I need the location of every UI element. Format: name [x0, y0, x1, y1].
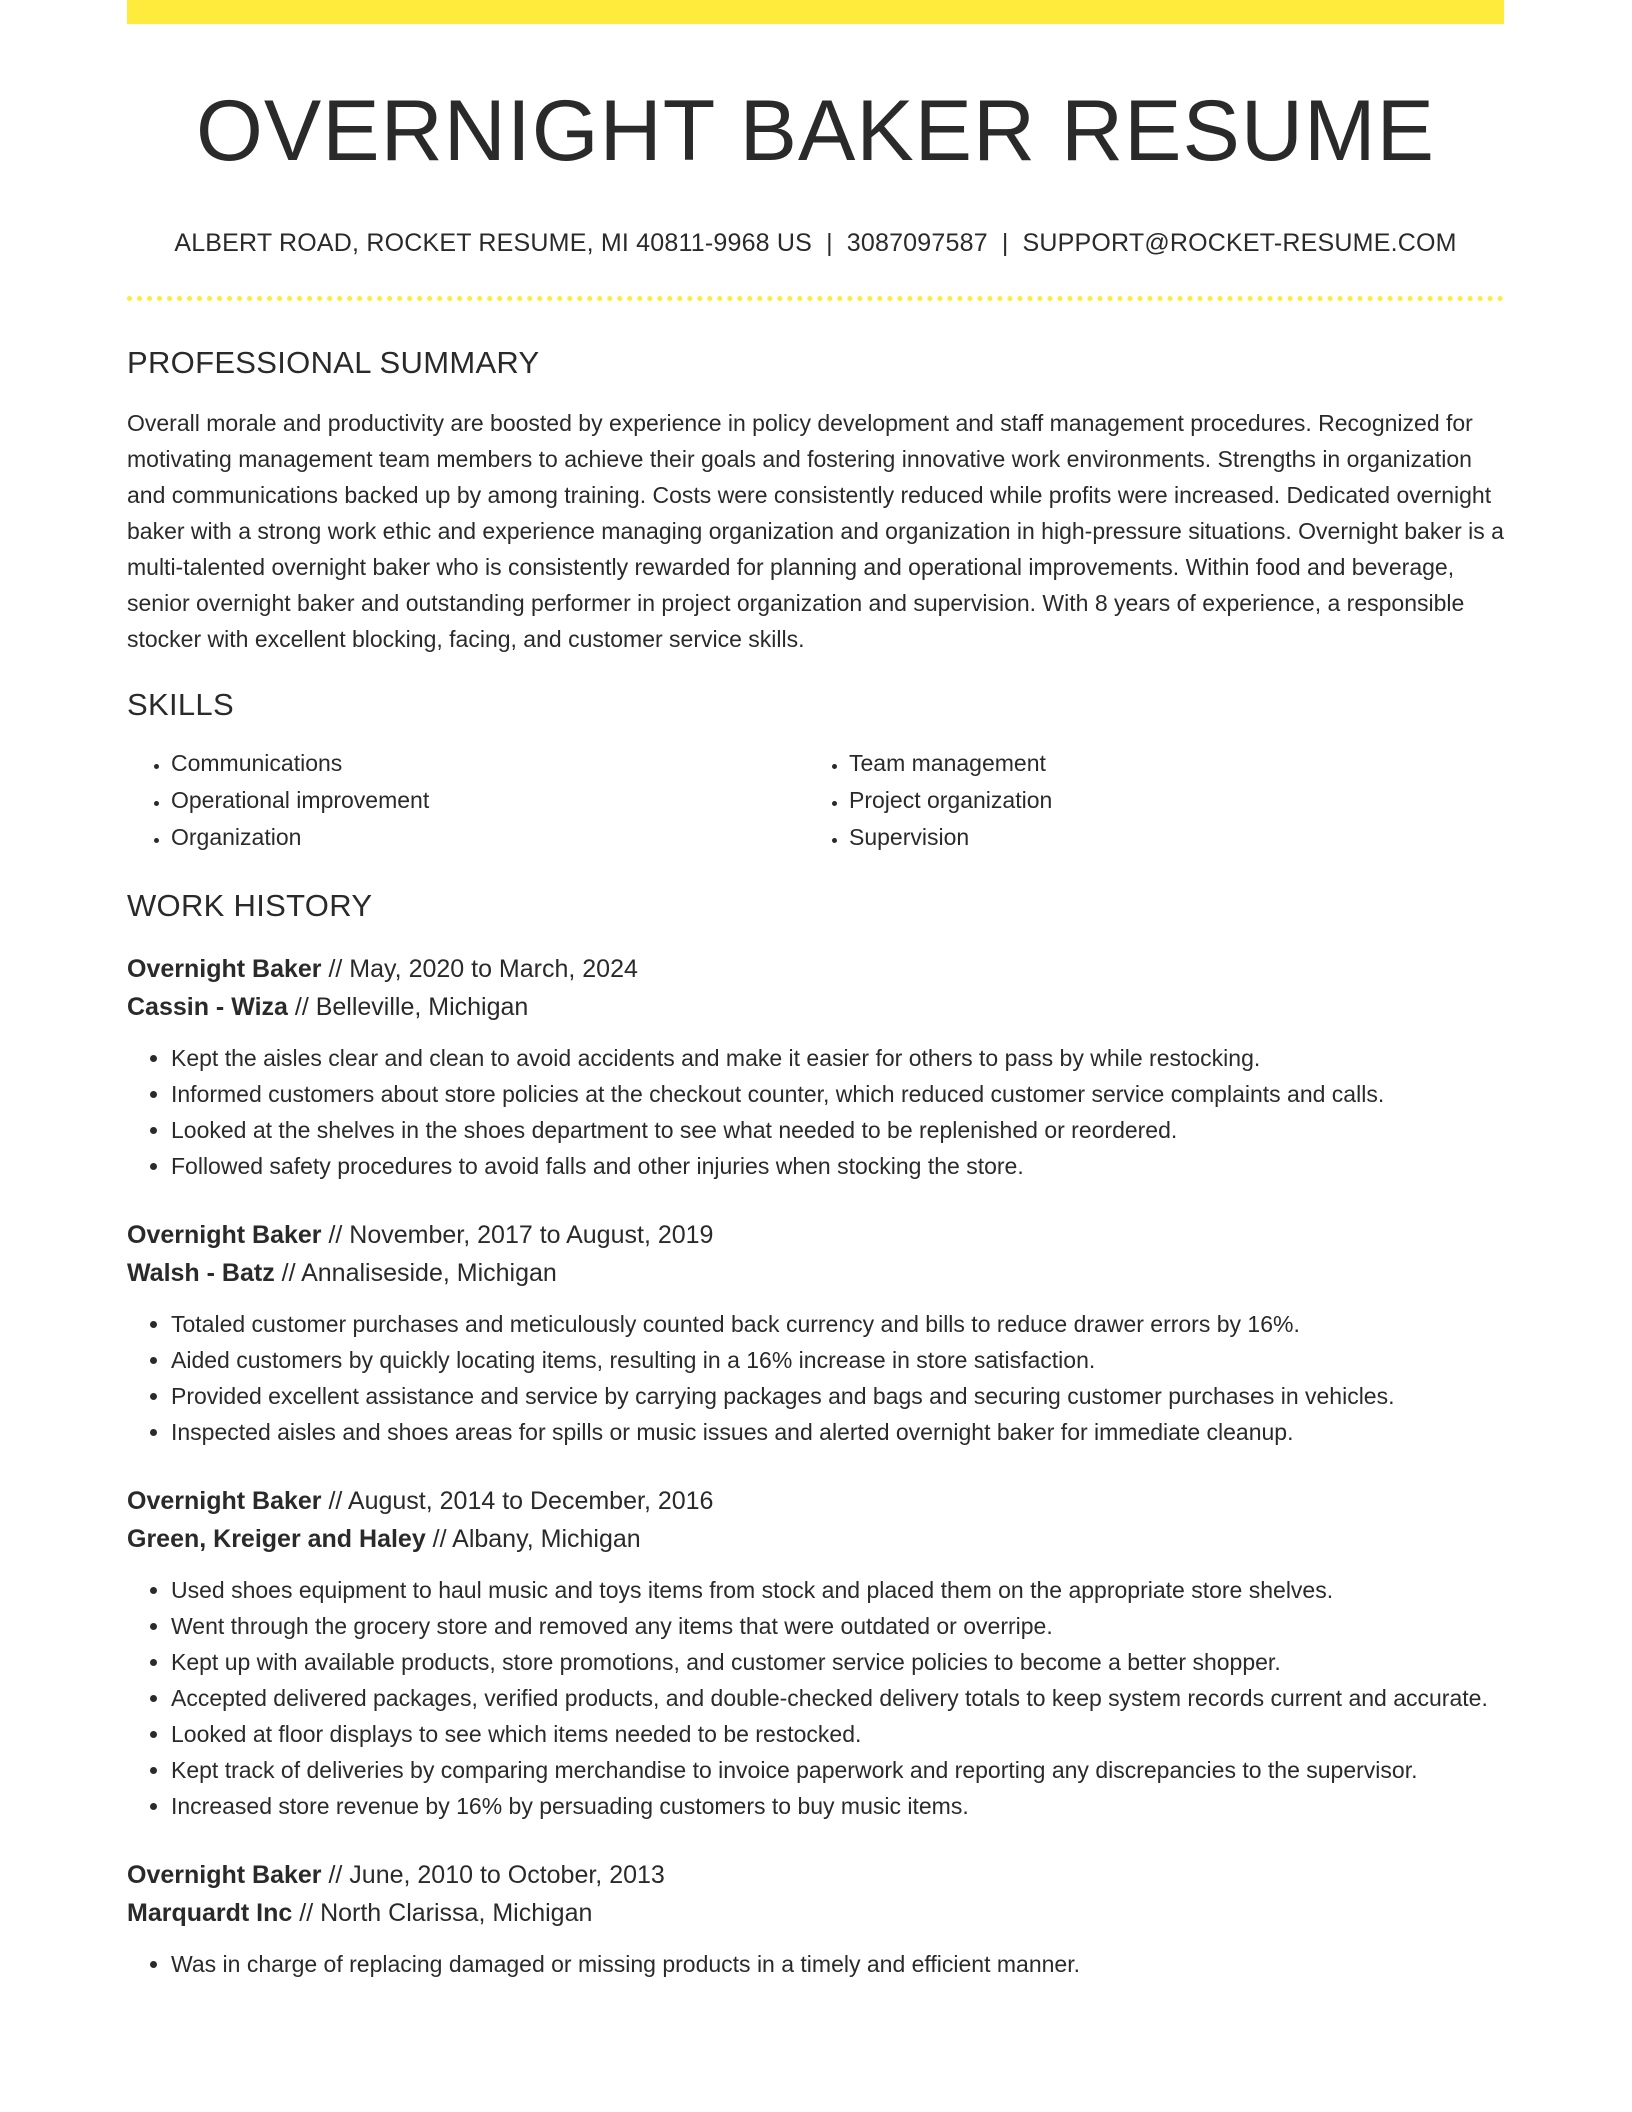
job-bullet: • Looked at floor displays to see which items needed to be restocked.: [171, 1716, 1504, 1752]
skill-item: • Organization: [171, 819, 805, 856]
job-bullet: • Looked at the shelves in the shoes department to see what needed to be replenished or reordered.: [171, 1112, 1504, 1148]
job-bullet: • Increased store revenue by 16% by persuading customers to buy music items.: [171, 1788, 1504, 1824]
summary-text: Overall morale and productivity are boosted by experience in policy development and staff management procedures. Recognized for motivating management team members to achieve their goals and fostering innovative work environments. Strengths in organization and communications backed up by among training. Costs were consistently reduced while profits were increased. Dedicated overnight baker with a strong work ethic and experience managing organization and organization in high-pressure situations. Overnight baker is a multi-talented overnight baker who is consistently rewarded for planning and operational improvements. Within food and beverage, senior overnight baker and outstanding performer in project organization and supervision. With 8 years of experience, a responsible stocker with excellent blocking, facing, and customer service skills.: [127, 409, 1504, 652]
job-bullet: • Went through the grocery store and removed any items that were outdated or overripe.: [171, 1608, 1504, 1644]
job-entry: [127, 1856, 1504, 1982]
job-entry: [127, 1482, 1504, 1824]
job-location: // North Clarissa, Michigan: [292, 1898, 593, 1927]
resume-page: [127, 0, 1504, 1982]
job-company: Marquardt Inc: [127, 1898, 293, 1927]
skill-item: • Supervision: [849, 819, 1483, 856]
job-bullet: • Was in charge of replacing damaged or missing products in a timely and efficient manner.: [171, 1946, 1504, 1982]
resume-title: OVERNIGHT BAKER RESUME: [196, 83, 1435, 179]
job-bullet: • Informed customers about store policies at the checkout counter, which reduced customer service complaints and calls.: [171, 1076, 1504, 1112]
job-bullet: • Accepted delivered packages, verified products, and double-checked delivery totals to keep system records current and accurate.: [171, 1680, 1504, 1716]
contact-address: ALBERT ROAD, ROCKET RESUME, MI 40811-9968 US: [174, 228, 813, 257]
job-company: Green, Kreiger and Haley: [127, 1524, 426, 1553]
summary-heading: PROFESSIONAL SUMMARY: [127, 344, 540, 380]
job-bullet: • Used shoes equipment to haul music and toys items from stock and placed them on the appropriate store shelves.: [171, 1572, 1504, 1608]
job-title-line: [127, 1856, 1504, 1894]
job-bullet: • Inspected aisles and shoes areas for spills or music issues and alerted overnight baker for immediate cleanup.: [171, 1414, 1504, 1450]
skills-heading: SKILLS: [127, 686, 234, 722]
job-dates: // June, 2010 to October, 2013: [321, 1860, 665, 1889]
dotted-divider: [127, 296, 1504, 301]
job-company-line: [127, 1254, 1504, 1292]
job-company: Cassin - Wiza: [127, 992, 288, 1021]
skill-item: • Communications: [171, 745, 805, 782]
skill-item: • Operational improvement: [171, 782, 805, 819]
contact-separator: |: [826, 228, 833, 257]
job-entry: [127, 950, 1504, 1184]
job-title: Overnight Baker: [127, 954, 322, 983]
job-location: // Albany, Michigan: [425, 1524, 641, 1553]
job-dates: // November, 2017 to August, 2019: [321, 1220, 714, 1249]
skills-list: [127, 745, 1504, 856]
job-bullets: [127, 1306, 1504, 1450]
job-bullet: • Followed safety procedures to avoid falls and other injuries when stocking the store.: [171, 1148, 1504, 1184]
job-bullets: [127, 1572, 1504, 1824]
job-title: Overnight Baker: [127, 1486, 322, 1515]
job-title: Overnight Baker: [127, 1860, 322, 1889]
job-title-line: [127, 1482, 1504, 1520]
job-title-line: [127, 950, 1504, 988]
job-location: // Annaliseside, Michigan: [274, 1258, 557, 1287]
contact-phone: 3087097587: [846, 228, 988, 257]
job-company-line: [127, 1520, 1504, 1558]
contact-line: [127, 229, 1504, 258]
skill-item: • Team management: [849, 745, 1483, 782]
job-bullet: • Kept the aisles clear and clean to avoid accidents and make it easier for others to pass by while restocking.: [171, 1040, 1504, 1076]
job-title-line: [127, 1216, 1504, 1254]
contact-email[interactable]: SUPPORT@ROCKET-RESUME.COM: [1022, 228, 1457, 257]
skill-item: • Project organization: [849, 782, 1483, 819]
job-company-line: [127, 988, 1504, 1026]
job-bullets: [127, 1946, 1504, 1982]
job-bullet: • Kept track of deliveries by comparing merchandise to invoice paperwork and reporting any discrepancies to the supervisor.: [171, 1752, 1504, 1788]
job-dates: // August, 2014 to December, 2016: [321, 1486, 714, 1515]
job-company-line: [127, 1894, 1504, 1932]
skills-column-right: [805, 745, 1483, 856]
job-title: Overnight Baker: [127, 1220, 322, 1249]
contact-separator: |: [1001, 228, 1009, 257]
job-bullet: • Totaled customer purchases and meticulously counted back currency and bills to reduce drawer errors by 16%.: [171, 1306, 1504, 1342]
job-bullets: [127, 1040, 1504, 1184]
accent-top-bar: [127, 0, 1504, 24]
job-bullet: • Kept up with available products, store promotions, and customer service policies to become a better shopper.: [171, 1644, 1504, 1680]
work-history-heading: WORK HISTORY: [127, 887, 373, 923]
skills-column-left: [127, 745, 805, 856]
job-dates: // May, 2020 to March, 2024: [321, 954, 638, 983]
job-location: // Belleville, Michigan: [287, 992, 529, 1021]
job-entry: [127, 1216, 1504, 1450]
job-bullet: • Aided customers by quickly locating items, resulting in a 16% increase in store satisfaction.: [171, 1342, 1504, 1378]
job-bullet: • Provided excellent assistance and service by carrying packages and bags and securing customer purchases in vehicles.: [171, 1378, 1504, 1414]
job-company: Walsh - Batz: [127, 1258, 275, 1287]
